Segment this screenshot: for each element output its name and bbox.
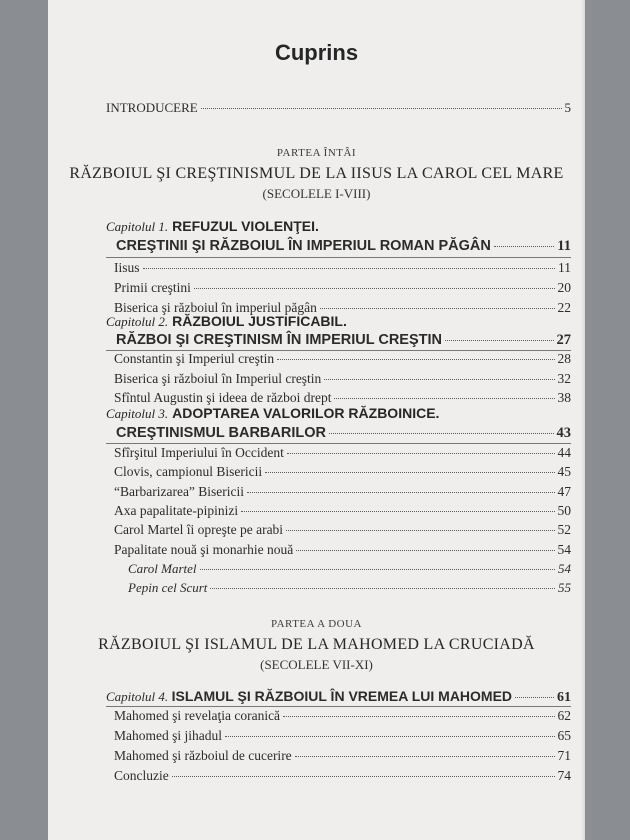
part-subtitle: (SECOLELE I-VIII) xyxy=(262,186,371,201)
part-title: RĂZBOIUL ŞI CREŞTINISMUL DE LA IISUS LA CAROL CEL MARE xyxy=(69,165,564,182)
chapter-rule xyxy=(106,706,571,707)
chapter-title: ISLAMUL ŞI RĂZBOIUL ÎN VREMEA LUI MAHOMED xyxy=(171,688,513,704)
toc-entry xyxy=(114,522,571,538)
toc-entry-label: Primii creştini xyxy=(114,280,191,295)
chapter-title-line xyxy=(116,238,571,255)
toc-page-number: 65 xyxy=(557,728,571,743)
toc-entry-label: Mahomed şi jihadul xyxy=(114,728,222,743)
toc-page-number: 55 xyxy=(558,580,571,595)
toc-entry-introduction xyxy=(106,100,571,116)
dot-leader xyxy=(201,108,562,109)
toc-entry xyxy=(114,371,571,387)
page-title: Cuprins xyxy=(274,40,359,65)
toc-entry xyxy=(114,445,571,461)
toc-entry xyxy=(114,464,571,480)
toc-entry-label: Pepin cel Scurt xyxy=(128,580,208,595)
chapter-rule xyxy=(106,443,571,444)
toc-page-number: 45 xyxy=(557,464,571,479)
toc-page-number: 27 xyxy=(556,332,571,348)
part-title: RĂZBOIUL ŞI ISLAMUL DE LA MAHOMED LA CRUCIADĂ xyxy=(98,636,535,653)
toc-page-number: 74 xyxy=(557,768,571,783)
chapter-heading xyxy=(106,688,512,706)
dot-leader xyxy=(295,756,555,757)
chapter-rule xyxy=(106,257,571,258)
dot-leader xyxy=(329,433,554,434)
toc-page-number: 32 xyxy=(557,371,571,386)
dot-leader xyxy=(277,359,554,360)
toc-page-number: 43 xyxy=(556,425,571,441)
toc-entry-label: Mahomed şi războiul de cucerire xyxy=(114,748,292,763)
toc-page-number: 28 xyxy=(557,351,571,366)
dot-leader xyxy=(324,379,554,380)
toc-entry-label: Clovis, campionul Bisericii xyxy=(114,464,263,479)
toc-entry xyxy=(114,542,571,558)
toc-page-number: 20 xyxy=(557,280,571,295)
toc-page-number: 22 xyxy=(557,300,571,315)
toc-page-number: 44 xyxy=(557,445,571,460)
chapter-heading xyxy=(106,405,571,423)
toc-entry xyxy=(114,768,571,784)
dot-leader xyxy=(494,246,554,247)
toc-subentry xyxy=(128,561,571,577)
toc-entry xyxy=(114,503,571,519)
toc-page-number: 54 xyxy=(557,542,571,557)
dot-leader xyxy=(334,398,554,399)
toc-page-number: 71 xyxy=(557,748,571,763)
toc-entry-label: Biserica şi războiul în Imperiul creştin xyxy=(114,371,322,386)
chapter-title-line xyxy=(106,688,571,706)
dot-leader xyxy=(445,340,553,341)
toc-entry xyxy=(114,260,571,276)
toc-subentry xyxy=(128,580,571,596)
toc-entry-label: Biserica şi războiul în imperiul păgân xyxy=(114,300,317,315)
toc-page-number: 11 xyxy=(557,238,571,254)
toc-entry-label: Iisus xyxy=(114,260,140,275)
toc-entry-label: Carol Martel îi opreşte pe arabi xyxy=(114,522,284,537)
toc-page-number: 61 xyxy=(557,690,571,705)
dot-leader xyxy=(296,550,554,551)
chapter-heading xyxy=(106,218,571,236)
toc-page-number: 38 xyxy=(557,390,571,405)
toc-page-number: 54 xyxy=(558,561,571,576)
toc-entry xyxy=(114,728,571,744)
part-label: PARTEA ÎNTÂI xyxy=(276,147,357,159)
chapter-title-line xyxy=(116,425,571,442)
toc-entry xyxy=(114,390,571,406)
dot-leader xyxy=(210,588,555,589)
dot-leader xyxy=(143,268,555,269)
chapter-heading xyxy=(106,313,571,331)
dot-leader xyxy=(286,530,554,531)
toc-page-number: 50 xyxy=(557,503,571,518)
toc-entry-label: INTRODUCERE xyxy=(106,100,198,115)
toc-entry xyxy=(114,280,571,296)
dot-leader xyxy=(194,288,555,289)
part-subtitle: (SECOLELE VII-XI) xyxy=(260,657,373,672)
chapter-title: ADOPTAREA VALORILOR RĂZBOINICE. xyxy=(172,405,440,421)
toc-page-number: 62 xyxy=(557,708,571,723)
dot-leader xyxy=(247,492,554,493)
chapter-title: REFUZUL VIOLENŢEI. xyxy=(172,218,319,234)
dot-leader xyxy=(320,308,555,309)
dot-leader xyxy=(225,736,555,737)
toc-entry xyxy=(114,484,571,500)
toc-entry-label: Sfîrşitul Imperiului în Occident xyxy=(114,445,284,460)
toc-entry xyxy=(114,351,571,367)
toc-entry-label: Mahomed şi revelaţia coranică xyxy=(114,708,281,723)
dot-leader xyxy=(172,776,555,777)
dot-leader xyxy=(515,697,554,698)
toc-entry xyxy=(114,708,571,724)
dot-leader xyxy=(287,453,555,454)
toc-entry-label: Axa papalitate-pipinizi xyxy=(114,503,239,518)
toc-entry-label: Carol Martel xyxy=(128,561,197,576)
chapter-number: Capitolul 2. xyxy=(106,314,169,329)
chapter-number: Capitolul 1. xyxy=(106,219,169,234)
dot-leader xyxy=(200,569,556,570)
chapter-subtitle: CREŞTINII ŞI RĂZBOIUL ÎN IMPERIUL ROMAN PĂGÂN xyxy=(116,238,491,254)
toc-entry-label: Constantin şi Imperiul creştin xyxy=(114,351,275,366)
chapter-title: RĂZBOIUL JUSTIFICABIL. xyxy=(172,313,347,329)
dot-leader xyxy=(241,511,554,512)
chapter-number: Capitolul 3. xyxy=(106,406,169,421)
chapter-subtitle: RĂZBOI ŞI CREŞTINISM ÎN IMPERIUL CREŞTIN xyxy=(116,332,443,348)
chapter-title-line xyxy=(116,332,571,349)
toc-page-number: 52 xyxy=(557,522,571,537)
chapter-number: Capitolul 4. xyxy=(106,689,169,704)
chapter-subtitle: CREŞTINISMUL BARBARILOR xyxy=(116,425,326,441)
toc-entry xyxy=(114,748,571,764)
dot-leader xyxy=(265,472,554,473)
toc-entry-label: “Barbarizarea” Bisericii xyxy=(114,484,245,499)
toc-entry-label: Concluzie xyxy=(114,768,169,783)
book-page xyxy=(48,0,585,840)
toc-page-number: 47 xyxy=(557,484,571,499)
toc-entry-label: Papalitate nouă şi monarhie nouă xyxy=(114,542,294,557)
dot-leader xyxy=(283,716,554,717)
part-label: PARTEA A DOUA xyxy=(270,618,362,630)
toc-page-number: 5 xyxy=(564,100,571,115)
toc-page-number: 11 xyxy=(558,260,571,275)
toc-entry-label: Sfîntul Augustin şi ideea de război drept xyxy=(114,390,332,405)
